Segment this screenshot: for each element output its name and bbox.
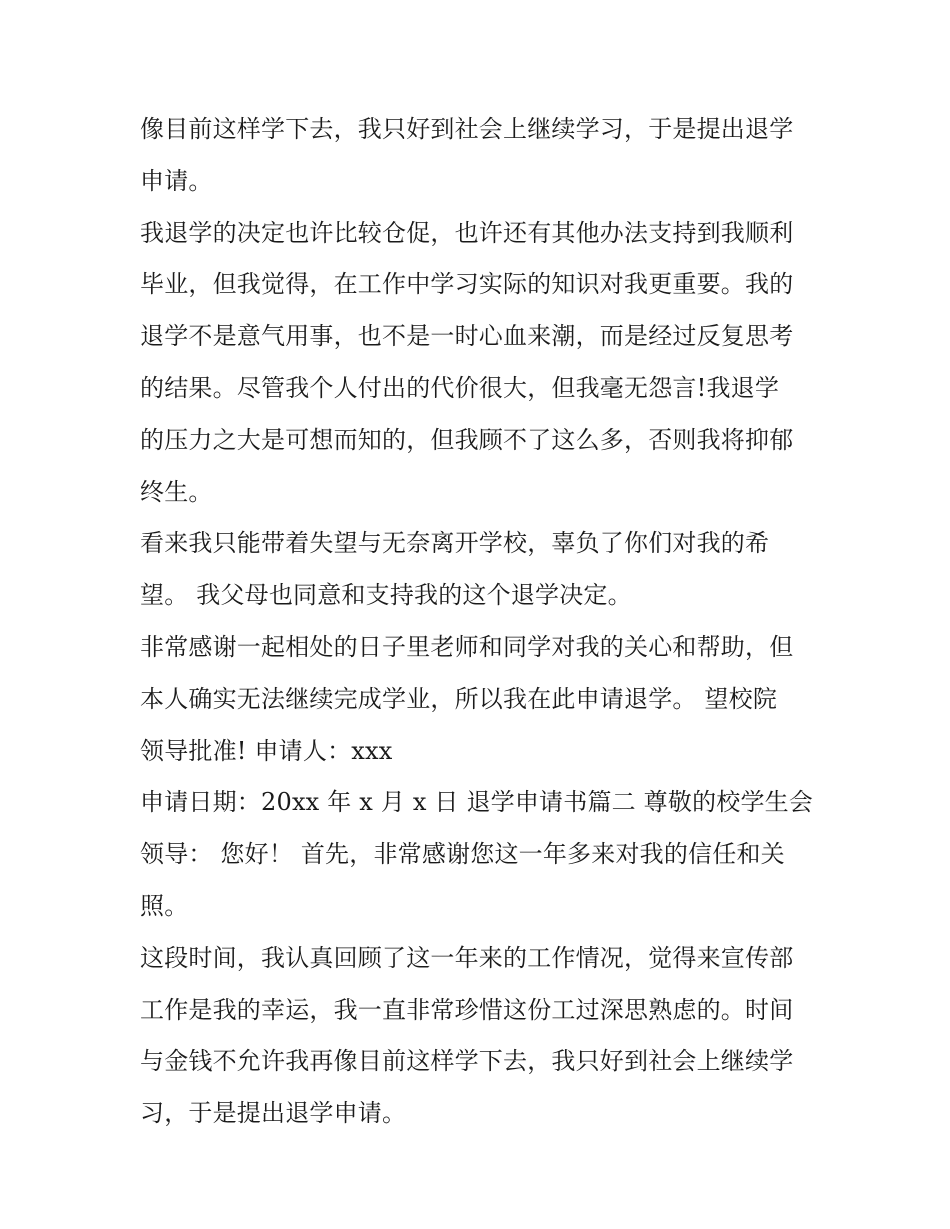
text-line: 望。 我父母也同意和支持我的这个退学决定。 [140,581,632,610]
text-line: 像目前这样学下去，我只好到社会上继续学习，于是提出退学 [140,115,794,143]
text-line: 的结果。尽管我个人付出的代价很大，但我毫无怨言!我退学 [140,373,780,402]
text-line: 领导批准! 申请人：xxx [140,736,393,765]
text-line: 领导： 您好！ 首先，非常感谢您这一年多来对我的信任和关 [140,840,785,869]
text-line: 申请。 [140,166,213,195]
text-line: 工作是我的幸运，我一直非常珍惜这份工过深思熟虑的。时间 [140,995,794,1024]
text-line: 申请日期：20xx 年 x 月 x 日 退学申请书篇二 尊敬的校学生会 [140,788,814,817]
text-line: 非常感谢一起相处的日子里老师和同学对我的关心和帮助，但 [140,632,794,661]
document-body [140,104,820,1140]
text-line: 本人确实无法继续完成学业，所以我在此申请退学。 望校院 [140,684,778,713]
text-line: 退学不是意气用事，也不是一时心血来潮，而是经过反复思考 [140,322,794,351]
text-line: 的压力之大是可想而知的，但我顾不了这么多，否则我将抑郁 [140,425,794,454]
text-line: 我退学的决定也许比较仓促，也许还有其他办法支持到我顺利 [140,218,794,247]
text-line: 习，于是提出退学申请。 [140,1099,407,1128]
text-line: 与金钱不允许我再像目前这样学下去，我只好到社会上继续学 [140,1047,794,1076]
text-line: 看来我只能带着失望与无奈离开学校，辜负了你们对我的希 [140,529,770,558]
text-line: 这段时间，我认真回顾了这一年来的工作情况，觉得来宣传部 [140,943,794,972]
text-line: 终生。 [140,477,213,506]
text-line: 毕业，但我觉得，在工作中学习实际的知识对我更重要。我的 [140,270,794,299]
text-line: 照。 [140,891,189,920]
